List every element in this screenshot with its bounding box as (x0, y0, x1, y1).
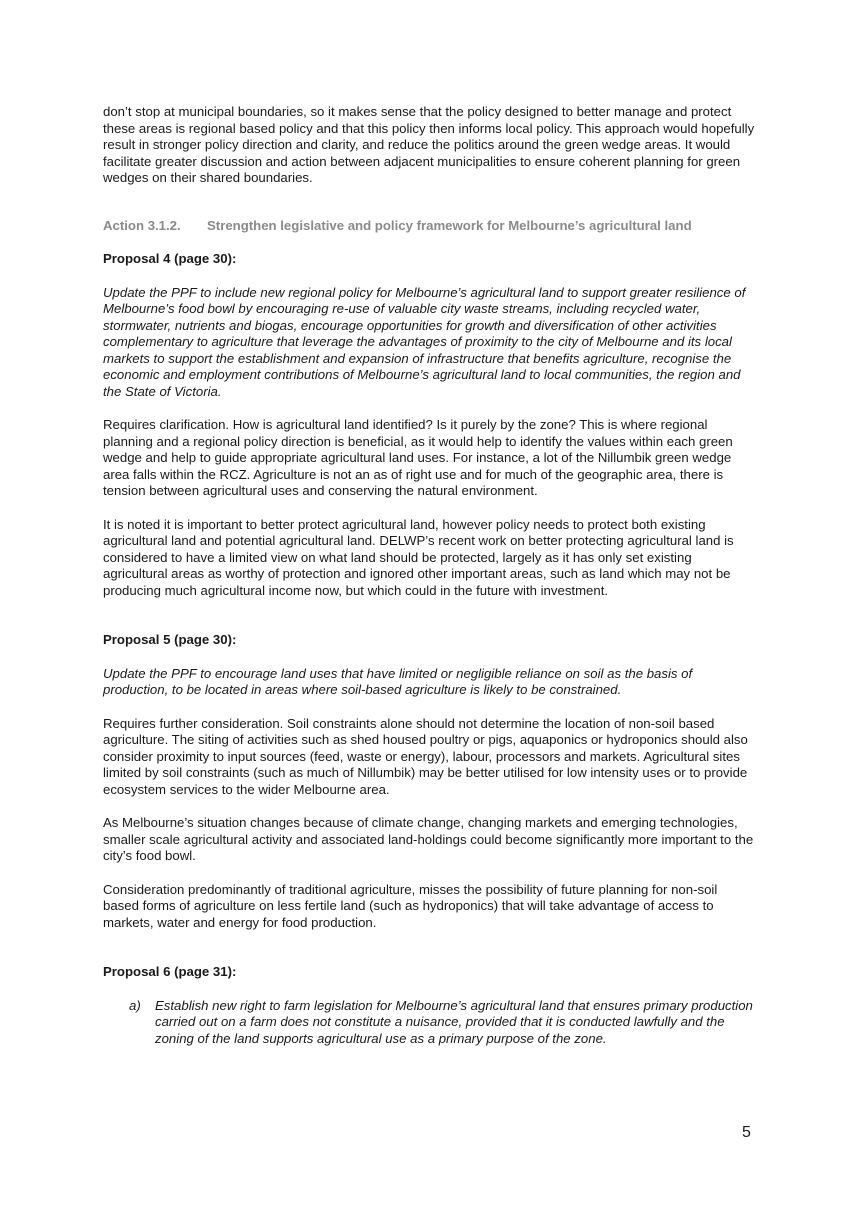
list-marker: a) (129, 997, 141, 1013)
proposal-4-text: Update the PPF to include new regional policy for Melbourne’s agricultural land to support greater resilience of Melbourne’s food bowl by encouraging re-use of valuable city waste streams, including recycled water, stormwater, nutrients and biogas, encourage opportunities for growth and diversification of other activities complementary to agriculture that leverage the advantages of proximity to the city of Melbourne and its local markets to support the establishment and expansion of infrastructure that benefits agriculture, recognise the economic and employment contributions of Melbourne’s agricultural land to local communities, the region and the State of Victoria. (103, 284, 746, 399)
proposal-5-response-2: As Melbourne’s situation changes because of climate change, changing markets and emerging technologies, smaller scale agricultural activity and associated land-holdings could become significantly more important to the city’s food bowl. (103, 815, 754, 863)
proposal-5-response-3: Consideration predominantly of traditional agriculture, misses the possibility of future planning for non-soil based forms of agriculture on less fertile land (such as hydroponics) that will take advantage of access to markets, water and energy for food production. (103, 881, 718, 930)
proposal-5-text: Update the PPF to encourage land uses that have limited or negligible reliance on soil as the basis of production, to be located in areas where soil-based agriculture is likely to be constrained. (103, 665, 693, 697)
page-number: 5 (742, 1124, 751, 1141)
proposal-5-response-1: Requires further consideration. Soil constraints alone should not determine the location of non-soil based agriculture. The siting of activities such as shed housed poultry or pigs, aquaponics or hydroponics should also consider proximity to input sources (feed, waste or energy), labour, processors and markets. Agricultural sites limited by soil constraints (such as much of Nillumbik) may be better utilised for low intensity uses or to provide ecosystem services to the wider Melbourne area. (103, 715, 748, 797)
action-title: Strengthen legislative and policy framework for Melbourne’s agricultural land (207, 217, 692, 233)
proposal-6-heading: Proposal 6 (page 31): (103, 964, 237, 979)
document-body (103, 104, 755, 1047)
proposal-4-heading: Proposal 4 (page 30): (103, 251, 237, 266)
action-heading (103, 218, 755, 235)
proposal-5-heading: Proposal 5 (page 30): (103, 632, 237, 647)
proposal-4-response-2: It is noted it is important to better protect agricultural land, however policy needs to protect both existing agricultural land and potential agricultural land. DELWP’s recent work on better protecting agricultural land is considered to have a limited view on what land should be protected, largely as it has only set existing agricultural areas as worthy of protection and ignored other important areas, such as land which may not be producing much agricultural income now, but which could in the future with investment. (103, 516, 734, 598)
action-number: Action 3.1.2. (103, 217, 181, 233)
proposal-4-response-1: Requires clarification. How is agricultural land identified? Is it purely by the zone? This is where regional planning and a regional policy direction is beneficial, as it would help to identify the values within each green wedge and help to guide appropriate agricultural land uses. For instance, a lot of the Nillumbik green wedge area falls within the RCZ. Agriculture is not an as of right use and for much of the geographic area, there is tension between agricultural uses and conserving the natural environment. (103, 417, 733, 498)
intro-paragraph: don’t stop at municipal boundaries, so it makes sense that the policy designed to better manage and protect these areas is regional based policy and that this policy then informs local policy. This approach would hopefully result in stronger policy direction and clarity, and reduce the politics around the green wedge areas. It would facilitate greater discussion and action between adjacent municipalities to ensure coherent planning for green wedges on their shared boundaries. (103, 104, 755, 185)
proposal-6-item-a: Establish new right to farm legislation for Melbourne’s agricultural land that ensures primary production carried out on a farm does not constitute a nuisance, provided that it is conducted lawfully and the zoning of the land supports agricultural use as a primary purpose of the zone. (155, 997, 753, 1046)
proposal-6-list-item (103, 998, 755, 1048)
